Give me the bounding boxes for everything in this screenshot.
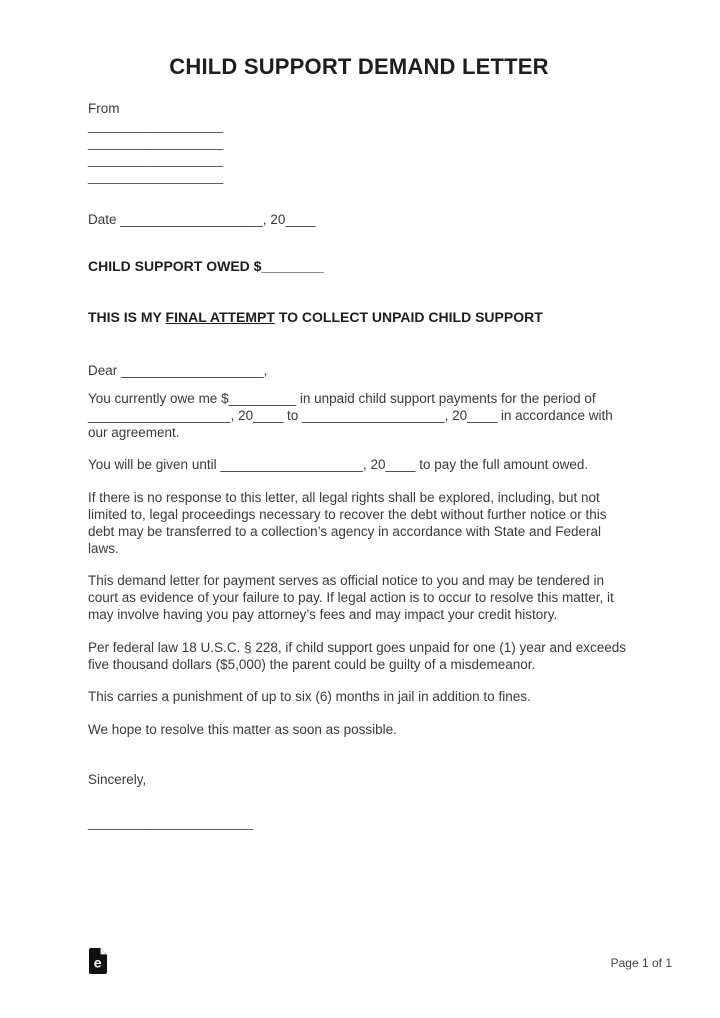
paragraph-legal-rights: If there is no response to this letter, all legal rights shall be explored, including, but not limited to, legal proceedings necessary to recover the debt without further notice or this debt may be transferred to a collection’s agency in accordance with State and Federal laws. (88, 490, 607, 556)
letter-title: CHILD SUPPORT DEMAND LETTER (169, 54, 549, 79)
paragraph-deadline: You will be given until ___________________, 20____ to pay the full amount owed. (88, 457, 589, 473)
date-line: Date ___________________, 20____ (88, 212, 316, 227)
from-blank-line: __________________ (88, 169, 224, 184)
closing: Sincerely, (88, 771, 147, 787)
page-footer (0, 940, 720, 990)
from-blank-line: __________________ (88, 118, 224, 133)
page-number: Page 1 of 1 (610, 956, 672, 970)
attempt-heading-pre: THIS IS MY (88, 309, 166, 325)
attempt-heading (88, 309, 630, 326)
paragraph-federal-law: Per federal law 18 U.S.C. § 228, if child support goes unpaid for one (1) year and exceeds five thousand dollars ($5,000) the parent could be guilty of a misdemeanor. (88, 639, 627, 672)
salutation: Dear ___________________, (88, 363, 268, 378)
from-label: From (88, 101, 120, 116)
eforms-logo-icon (89, 948, 107, 974)
eforms-logo-letter: e (93, 954, 102, 971)
owed-heading: CHILD SUPPORT OWED $________ (88, 258, 324, 274)
from-address-block (88, 117, 630, 185)
paragraph-official-notice: This demand letter for payment serves as official notice to you and may be tendered in court as evidence of your failure to pay. If legal action is to occur to resolve this matter, it may involve having you pay attorney’s fees and may impact your credit history. (88, 573, 614, 622)
paragraph-resolve: We hope to resolve this matter as soon as possible. (88, 722, 397, 738)
signature-blank-line: ______________________ (88, 814, 254, 830)
paragraph-amount-owed: You currently owe me $_________ in unpaid child support payments for the period of ___________________, 20____ to ___________________, 20____ in accordance with our agreement. (88, 391, 613, 440)
from-blank-line: __________________ (88, 152, 224, 167)
attempt-heading-underlined: FINAL ATTEMPT (165, 309, 275, 325)
paragraph-punishment: This carries a punishment of up to six (6) months in jail in addition to fines. (88, 689, 531, 705)
attempt-heading-post: TO COLLECT UNPAID CHILD SUPPORT (274, 309, 543, 325)
from-blank-line: __________________ (88, 135, 224, 150)
